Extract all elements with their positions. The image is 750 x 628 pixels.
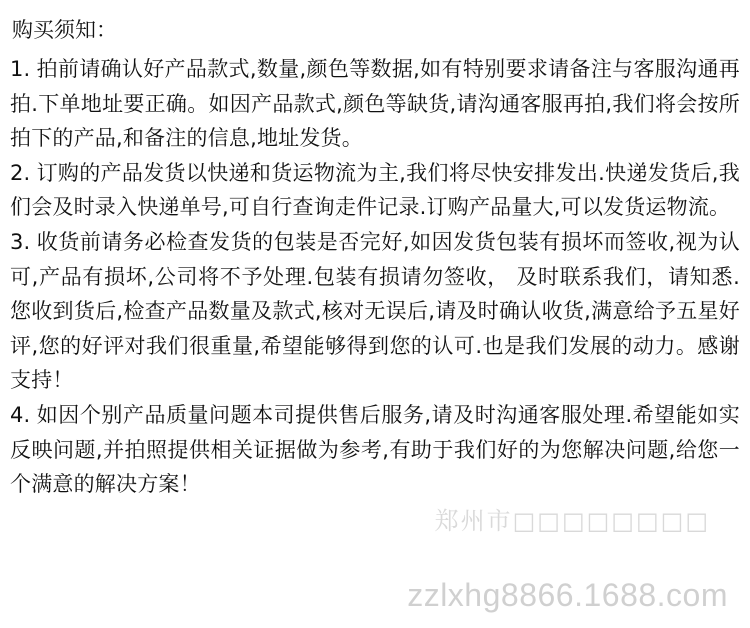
notice-item-text: 如因个别产品质量问题本司提供售后服务,请及时沟通客服处理.希望能如实反映问题,并拍照提供相关证据做为参考,有助于我们好的为您解决问题,给您一个满意的解决方案！ bbox=[10, 402, 740, 497]
notice-item-1 bbox=[10, 52, 740, 156]
notice-item-number: 4. bbox=[10, 402, 31, 427]
notice-item-text: 收货前请务必检查发货的包装是否完好,如因发货包装有损坏而签收,视为认可,产品有损坏,公司将不予处理.包装有损请勿签收， 及时联系我们，请知悉.您收到货后,检查产品数量及款式,核对无误后,请及时确认收货,满意给予五星好评,您的好评对我们很重量,希望能够得到您的认可.也是我们发展的动力。感谢支持！ bbox=[10, 229, 740, 393]
notice-item-number: 1. bbox=[10, 57, 31, 81]
notice-item-text: 订购的产品发货以快递和货运物流为主,我们将尽快安排发出.快递发货后,我们会及时录入快递单号,可自行查询走件记录.订购产品量大,可以发货运物流。 bbox=[10, 160, 740, 220]
notice-item-3 bbox=[10, 225, 740, 398]
notice-heading: 购买须知： bbox=[12, 18, 117, 42]
notice-item-number: 2. bbox=[10, 160, 31, 185]
notice-item-4 bbox=[10, 398, 740, 502]
notice-item-number: 3. bbox=[10, 229, 31, 254]
notice-item-text: 拍前请确认好产品款式,数量,颜色等数据,如有特别要求请备注与客服沟通再拍.下单地址要正确。如因产品款式,颜色等缺货,请沟通客服再拍,我们将会按所拍下的产品,和备注的信息,地址发货。 bbox=[10, 57, 740, 151]
watermark-company: 郑州市□□□□□□□□ bbox=[434, 507, 710, 535]
notice-item-2 bbox=[10, 156, 740, 225]
notice-list bbox=[10, 52, 740, 502]
watermark-url: zzlxhg8866.1688.com bbox=[407, 577, 728, 613]
